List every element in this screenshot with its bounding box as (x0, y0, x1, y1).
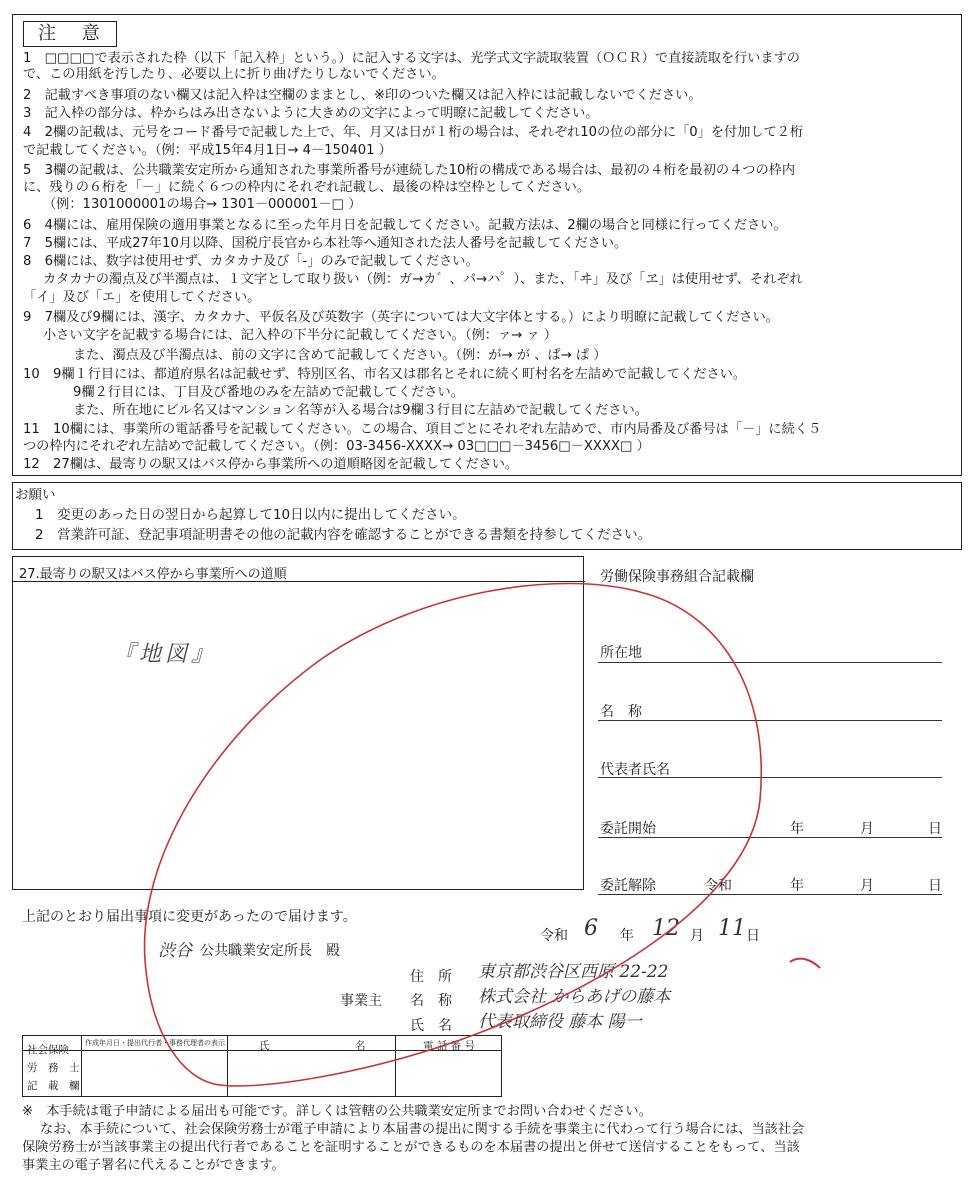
consign-end-day: 日 (928, 878, 942, 894)
red-mark-stroke (790, 959, 820, 968)
notice-line: 「イ」及び「エ」を使用してください。 (23, 290, 261, 305)
submission-statement: 上記のとおり届出事項に変更があったので届けます。 (22, 909, 357, 925)
employer-name-label: 名 称 (410, 993, 452, 1009)
consign-end-era: 令和 (704, 878, 732, 894)
employer-person-value: 代表取締役 藤本 陽一 (478, 1012, 642, 1032)
notice-line: 2 記載すべき事項のない欄又は記入枠は空欄のままとし、※印のついた欄又は記入枠には記載しないでください。 (23, 88, 702, 103)
employer-person-label: 氏 名 (410, 1018, 452, 1034)
table-row-label: 社会保険 (27, 1044, 69, 1056)
submission-era: 令和 (540, 928, 568, 944)
request-item: 2 営業許可証、登記事項証明書その他の記載内容を確認することができる書類を持参してください。 (35, 527, 652, 543)
route-map-title: 27.最寄りの駅又はバス停から事業所への道順 (19, 567, 287, 582)
notice-line: 6 4欄には、雇用保険の適用事業となるに至った年月日を記載してください。記載方法は、2欄の場合と同様に行ってください。 (23, 218, 787, 233)
footer-line: ※ 本手続は電子申請による届出も可能です。詳しくは管轄の公共職業安定所までお問い合わせください。 (22, 1104, 652, 1119)
employer-name-value: 株式会社 からあげの藤本 (478, 987, 671, 1007)
union-name-label: 名 称 (600, 704, 642, 720)
consign-end-label: 委託解除 (600, 878, 656, 894)
consign-end-year: 年 (790, 878, 804, 894)
consign-start-month: 月 (860, 821, 874, 837)
table-row-label: 労 務 士 (27, 1062, 80, 1074)
notice-line: また、濁点及び半濁点は、前の文字に含めて記載してください。（例：が→ が 、ぱ→ ぱ ） (73, 348, 607, 363)
notice-title: 注 意 (23, 21, 117, 47)
consign-end-month: 月 (860, 878, 874, 894)
notice-line: 12 27欄は、最寄りの駅又はバス停から事業所への道順略図を記載してください。 (23, 457, 519, 472)
union-rep-label: 代表者氏名 (600, 762, 670, 778)
footer-line: なお、本手続について、社会保険労務士が電子申請により本届書の提出に関する手続を事業主に代わって行う場合には、当該社会 (40, 1122, 805, 1137)
labor-union-title: 労働保険事務組合記載欄 (600, 569, 754, 585)
notice-line: （例：1301000001の場合→ 1301－000001－□ ） (43, 197, 362, 212)
submission-month-value: 12 (652, 916, 680, 941)
notice-line: 9欄２行目には、丁目及び番地のみを左詰めで記載してください。 (73, 385, 464, 400)
notice-line: 小さい文字を記載する場合には、記入枠の下半分に記載してください。（例：ァ→ ァ ） (43, 328, 557, 343)
employer-address-value: 東京都渋谷区西原 22-22 (478, 962, 669, 982)
submission-day-value: 11 (718, 916, 746, 941)
table-col-name: 名 (355, 1040, 366, 1052)
notice-line: で、この用紙を汚したり、必要以上に折り曲げたりしないでください。 (23, 67, 445, 82)
submission-year-value: 6 (584, 916, 598, 941)
request-item: 1 変更のあった日の翌日から起算して10日以内に提出してください。 (35, 507, 466, 523)
submission-day-label: 日 (746, 928, 760, 944)
request-title: お願い (15, 487, 56, 503)
notice-line: カタカナの濁点及び半濁点は、１文字として取り扱い（例：ガ→カ゛、パ→ハ゜）、また、「ヰ」及び「ヱ」は使用せず、それぞれ (43, 272, 803, 287)
notice-line: 8 6欄には、数字は使用せず、カタカナ及び「-」のみで記載してください。 (23, 254, 479, 269)
employer-address-label: 住 所 (410, 969, 452, 985)
footer-line: 保険労務士が当該事業主の提出代行者であることを証明することができるものを本届書の提出と併せて送信することをもって、当該 (22, 1140, 800, 1155)
office-label: 公共職業安定所長 殿 (200, 943, 340, 959)
notice-line: 1 □□□□で表示された枠（以下「記入枠」という。）に記入する文字は、光学式文字読取装置（ＯＣＲ）で直接読取を行いますの (23, 51, 800, 66)
submission-month-label: 月 (690, 928, 704, 944)
employer-label: 事業主 (340, 993, 382, 1009)
notice-line: 10 9欄１行目には、都道府県名は記載せず、特別区名、市名又は郡名とそれに続く町村名を左詰めで記載してください。 (23, 367, 747, 382)
union-address-label: 所在地 (600, 645, 642, 661)
map-handwritten-note: 『地図』 (113, 642, 218, 667)
notice-line: 9 7欄及び9欄には、漢字、カタカナ、平仮名及び英数字（英字については大文字体とする。）により明瞭に記載してください。 (23, 310, 779, 325)
notice-line: 11 10欄には、事業所の電話番号を記載してください。この場合、項目ごとにそれぞれ左詰めで、市内局番及び番号は「－」に続く５ (23, 422, 822, 437)
notice-line: また、所在地にビル名又はマンション名等が入る場合は9欄３行目に左詰めで記載してください。 (73, 403, 648, 418)
notice-line: で記載してください。（例：平成15年4月1日→ 4－150401 ） (23, 143, 392, 158)
footer-line: 事業主の電子署名に代えることができます。 (22, 1158, 285, 1173)
table-col-name: 氏 (259, 1040, 270, 1052)
consign-start-year: 年 (790, 821, 804, 837)
table-col-date: 作成年月日・提出代行者・事務代理者の表示 (85, 1039, 225, 1047)
table-row-label: 記 載 欄 (27, 1080, 80, 1092)
consign-start-label: 委託開始 (600, 821, 656, 837)
notice-line: に、残りの６桁を「－」に続く６つの枠内にそれぞれ記載し、最後の枠は空枠としてください。 (23, 180, 591, 195)
office-name-handwritten: 渋谷 (158, 941, 192, 961)
notice-line: 7 5欄には、平成27年10月以降、国税庁長官から本社等へ通知された法人番号を記載してください。 (23, 236, 628, 251)
notice-line: 3 記入枠の部分は、枠からはみ出さないように大きめの文字によって明瞭に記載してください。 (23, 106, 599, 121)
notice-line: つの枠内にそれぞれ左詰めで記載してください。（例：03-3456-XXXX→ 03□□□－3456□－XXXX□ ） (23, 439, 650, 454)
consign-start-day: 日 (928, 821, 942, 837)
notice-line: 5 3欄の記載は、公共職業安定所から通知された事業所番号が連続した10桁の構成である場合は、最初の４桁を最初の４つの枠内 (23, 163, 796, 178)
red-loop-stroke (145, 583, 762, 1085)
submission-year-label: 年 (620, 928, 634, 944)
table-col-phone: 電 話 番 号 (423, 1040, 476, 1052)
notice-line: 4 2欄の記載は、元号をコード番号で記載した上で、年、月又は日が１桁の場合は、それぞれ10の位の部分に「0」を付加して２桁 (23, 125, 804, 140)
